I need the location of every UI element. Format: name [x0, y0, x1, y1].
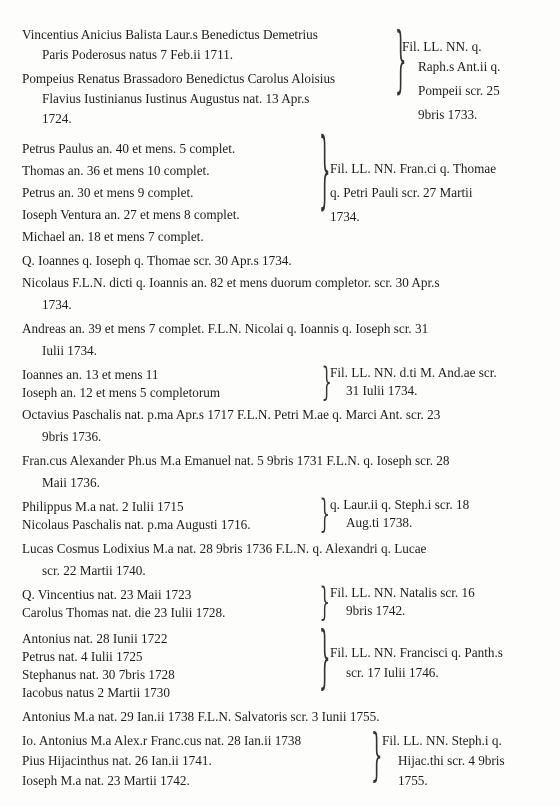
entry-line: Ioseph an. 12 et mens 5 completorum	[22, 385, 221, 400]
brace-icon: }	[319, 580, 330, 624]
entry-line: Carolus Thomas nat. die 23 Iulii 1728.	[22, 605, 226, 620]
group-note-line: 1734.	[330, 209, 360, 224]
group-note-line: Fil. LL. NN. Steph.i q.	[382, 733, 502, 748]
entry-line: Thomas an. 36 et mens 10 complet.	[22, 163, 210, 178]
entry-line: Lucas Cosmus Lodixius M.a nat. 28 9bris 1736 F.L.N. q. Alexandri q. Lucae	[22, 541, 427, 556]
group-note-line: Aug.ti 1738.	[346, 515, 413, 530]
entry-line: 1734.	[42, 297, 72, 312]
entry-line: Vincentius Anicius Balista Laur.s Benedictus Demetrius	[22, 27, 318, 42]
entry-line: Io. Antonius M.a Alex.r Franc.cus nat. 28 Ian.ii 1738	[22, 733, 302, 748]
entry-line: Iacobus natus 2 Martii 1730	[22, 685, 170, 700]
entry-line: Antonius M.a nat. 29 Ian.ii 1738 F.L.N. Salvatoris scr. 3 Iunii 1755.	[22, 709, 380, 724]
group-note-line: Fil. LL. NN. d.ti M. And.ae scr.	[330, 365, 497, 380]
entry-line: Ioannes an. 13 et mens 11	[22, 367, 159, 382]
entry-line: Pius Hijacinthus nat. 26 Ian.ii 1741.	[22, 753, 212, 768]
group-note-line: Pompeii scr. 25	[418, 83, 500, 98]
group-note-line: 1755.	[398, 773, 428, 788]
entry-line: Q. Ioannes q. Ioseph q. Thomae scr. 30 Apr.s 1734.	[22, 253, 292, 268]
entry-line: Fran.cus Alexander Ph.us M.a Emanuel nat. 5 9bris 1731 F.L.N. q. Ioseph scr. 28	[22, 453, 450, 468]
group-note-line: q. Petri Pauli scr. 27 Martii	[330, 185, 473, 200]
entry-line: Nicolaus F.L.N. dicti q. Ioannis an. 82 et mens duorum completor. scr. 30 Apr.s	[22, 275, 440, 290]
group-note-line: q. Laur.ii q. Steph.i scr. 18	[330, 497, 470, 512]
entry-line: Pompeius Renatus Brassadoro Benedictus Carolus Aloisius	[22, 71, 336, 86]
group-note-line: 9bris 1733.	[418, 107, 478, 122]
group-note-line: Raph.s Ant.ii q.	[418, 59, 501, 74]
entry-line: Octavius Paschalis nat. p.ma Apr.s 1717 F.L.N. Petri M.ae q. Marci Ant. scr. 23	[22, 407, 441, 422]
group-note-line: 31 Iulii 1734.	[346, 383, 418, 398]
group-note-line: Hijac.thi scr. 4 9bris	[398, 753, 505, 768]
entry-line: Antonius nat. 28 Iunii 1722	[22, 631, 168, 646]
entry-line: Stephanus nat. 30 7bris 1728	[22, 667, 175, 682]
brace-icon: }	[319, 492, 330, 536]
entry-line: Iulii 1734.	[42, 343, 97, 358]
entry-line: Andreas an. 39 et mens 7 complet. F.L.N. Nicolai q. Ioannis q. Ioseph scr. 31	[22, 321, 429, 336]
entry-line: Paris Poderosus natus 7 Feb.ii 1711.	[42, 47, 234, 62]
entry-line: Petrus nat. 4 Iulii 1725	[22, 649, 143, 664]
entry-line: Michael an. 18 et mens 7 complet.	[22, 229, 204, 244]
brace-icon: }	[370, 723, 383, 789]
entry-line: Petrus Paulus an. 40 et mens. 5 complet.	[22, 141, 236, 156]
brace-icon: }	[318, 618, 331, 698]
entry-line: Philippus M.a nat. 2 Iulii 1715	[22, 499, 184, 514]
entry-line: Nicolaus Paschalis nat. p.ma Augusti 1716.	[22, 517, 251, 532]
entry-line: Petrus an. 30 et mens 9 complet.	[22, 185, 194, 200]
entry-line: Q. Vincentius nat. 23 Maii 1723	[22, 587, 192, 602]
group-note-line: scr. 17 Iulii 1746.	[346, 665, 439, 680]
entry-line: 1724.	[42, 111, 72, 126]
entry-line: Maii 1736.	[42, 475, 100, 490]
entry-line: Ioseph M.a nat. 23 Martii 1742.	[22, 773, 190, 788]
entry-line: Ioseph Ventura an. 27 et mens 8 complet.	[22, 207, 240, 222]
entry-line: scr. 22 Martii 1740.	[42, 563, 146, 578]
group-note-line: Fil. LL. NN. q.	[402, 39, 482, 54]
group-note-line: 9bris 1742.	[346, 603, 406, 618]
group-note-line: Fil. LL. NN. Natalis scr. 16	[330, 585, 475, 600]
group-note-line: Fil. LL. NN. Francisci q. Panth.s	[330, 645, 503, 660]
brace-icon: }	[318, 121, 331, 219]
entry-line: 9bris 1736.	[42, 429, 102, 444]
brace-icon: }	[321, 360, 332, 404]
group-note-line: Fil. LL. NN. Fran.ci q. Thomae	[330, 161, 497, 176]
entry-line: Flavius Iustinianus Iustinus Augustus nat. 13 Apr.s	[42, 91, 310, 106]
brace-icon: }	[394, 18, 407, 102]
